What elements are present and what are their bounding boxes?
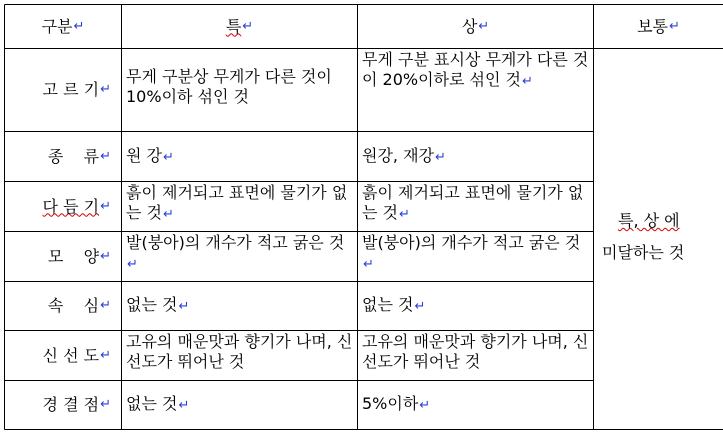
upper-cell-text: 무게 구분 표시상 무게가 다른 것이 20%이하로 섞인 것 xyxy=(362,50,589,89)
row-label xyxy=(5,49,121,131)
upper-cell xyxy=(358,49,593,131)
special-cell xyxy=(122,381,357,429)
special-cell-text: 원 강 xyxy=(126,146,162,165)
return-mark: ↵ xyxy=(435,150,446,165)
return-mark: ↵ xyxy=(100,248,111,264)
special-cell-text: 흙이 제거되고 표면에 물기가 없는 것 xyxy=(126,183,348,222)
header-normal xyxy=(594,5,723,48)
header-upper-label: 상 xyxy=(461,16,478,36)
row-label-text: 신 선 도 xyxy=(42,345,100,365)
return-mark: ↵ xyxy=(100,82,111,97)
row-label-text: 종 류 xyxy=(47,146,100,166)
return-mark: ↵ xyxy=(363,257,374,272)
normal-grade-line1: 특, 상 에 xyxy=(618,211,680,230)
upper-cell xyxy=(358,282,593,330)
row-label xyxy=(5,182,121,231)
return-mark: ↵ xyxy=(73,18,85,34)
header-category xyxy=(5,5,121,48)
special-cell xyxy=(122,49,357,131)
return-mark: ↵ xyxy=(100,198,111,214)
row-label xyxy=(5,381,121,429)
upper-cell-text: 원강, 재강 xyxy=(362,146,434,165)
upper-cell-text: 발(붕아)의 개수가 적고 굵은 것 xyxy=(362,233,581,252)
special-cell xyxy=(122,132,357,181)
row-label-text: 경 결 점 xyxy=(42,395,100,414)
header-special xyxy=(122,5,357,48)
return-mark: ↵ xyxy=(242,18,254,34)
return-mark: ↵ xyxy=(100,148,111,164)
row-label-text: 고 르 기 xyxy=(42,80,100,99)
upper-cell-text: 없는 것 xyxy=(362,295,414,314)
upper-cell-text: 흙이 제거되고 표면에 물기가 없는 것 xyxy=(362,183,584,222)
special-cell xyxy=(122,182,357,231)
upper-cell xyxy=(358,132,593,181)
header-category-label: 구분 xyxy=(41,16,73,36)
return-mark: ↵ xyxy=(100,397,111,412)
return-mark: ↵ xyxy=(127,257,138,272)
return-mark: ↵ xyxy=(414,299,426,314)
return-mark: ↵ xyxy=(178,398,190,413)
upper-cell xyxy=(358,182,593,231)
normal-grade-line2: 미달하는 것 xyxy=(602,243,685,262)
row-label-text: 속 심 xyxy=(47,296,100,315)
return-mark: ↵ xyxy=(163,207,174,222)
return-mark: ↵ xyxy=(163,150,174,165)
header-upper xyxy=(358,5,593,48)
upper-cell xyxy=(358,381,593,429)
special-cell xyxy=(122,282,357,330)
return-mark: ↵ xyxy=(478,18,490,34)
return-mark: ↵ xyxy=(100,298,111,313)
row-label-text: 다 듬 기 xyxy=(42,196,100,216)
special-cell-text: 무게 구분상 무게가 다른 것이 10%이하 섞인 것 xyxy=(126,67,332,106)
header-special-label: 특 xyxy=(225,16,242,36)
upper-cell-text: 5%이하 xyxy=(362,394,419,413)
row-label xyxy=(5,232,121,281)
upper-cell xyxy=(358,331,593,380)
special-cell-text: 발(붕아)의 개수가 적고 굵은 것 xyxy=(126,233,345,252)
return-mark: ↵ xyxy=(100,347,111,363)
special-cell-text: 없는 것 xyxy=(126,394,178,413)
row-label-text: 모 양 xyxy=(47,246,100,266)
special-cell xyxy=(122,331,357,380)
upper-cell xyxy=(358,232,593,281)
return-mark: ↵ xyxy=(522,74,533,89)
row-label xyxy=(5,132,121,181)
return-mark: ↵ xyxy=(178,299,190,314)
header-normal-label: 보통 xyxy=(637,16,668,36)
row-label xyxy=(5,331,121,380)
special-cell-text: 없는 것 xyxy=(126,295,178,314)
return-mark: ↵ xyxy=(419,398,431,413)
special-cell-text: 고유의 매운맛과 향기가 나며, 신선도가 뛰어난 것 xyxy=(126,332,353,371)
upper-cell-text: 고유의 매운맛과 향기가 나며, 신선도가 뛰어난 것 xyxy=(362,332,589,371)
return-mark: ↵ xyxy=(669,18,680,34)
return-mark: ↵ xyxy=(399,207,410,222)
normal-grade-cell xyxy=(594,49,723,429)
special-cell xyxy=(122,232,357,281)
row-label xyxy=(5,282,121,330)
